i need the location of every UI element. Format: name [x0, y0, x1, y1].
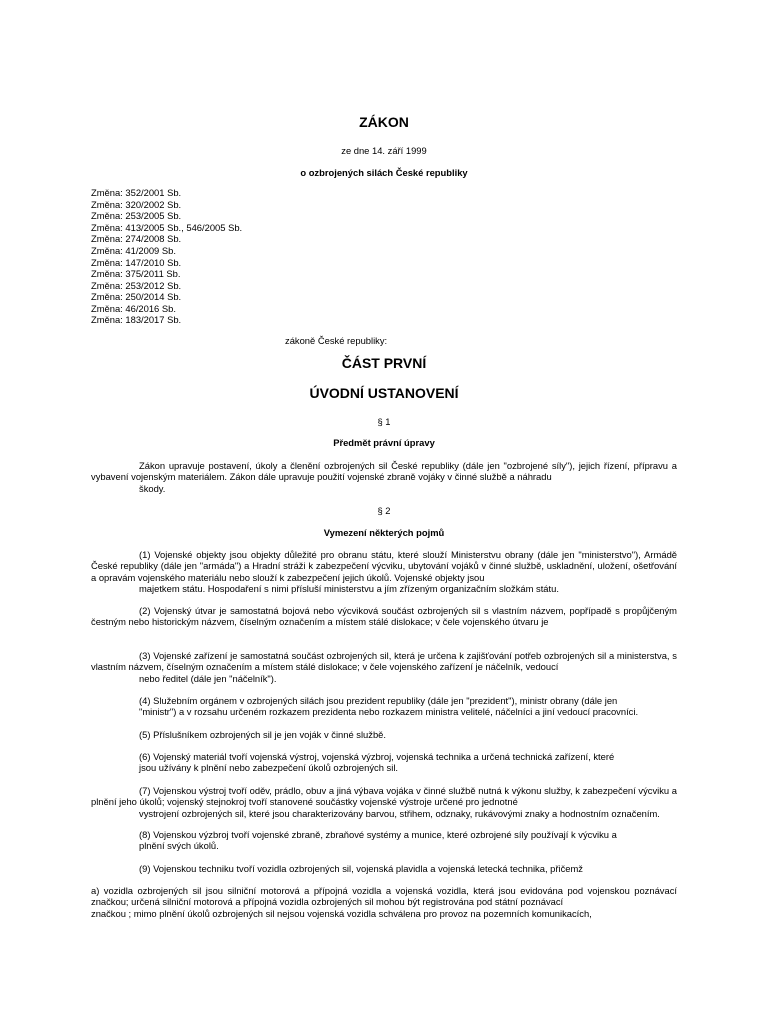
amendment-item: Změna: 352/2001 Sb. — [91, 187, 182, 198]
amendment-item: Změna: 253/2012 Sb. — [91, 280, 182, 291]
paragraph-text: a) vozidla ozbrojených sil jsou silniční motorová a přípojná vozidla a vojenská vozidla, která jsou evidována pod vojenskou poznávací značkou; určená silniční motorová a přípojná vozidla ozbrojených sil mohou být registrována pod státní poznávací — [91, 885, 677, 908]
paragraph-text: Zákon upravuje postavení, úkoly a členění ozbrojených sil České republiky (dále jen "ozbrojené síly"), jejich řízení, přípravu a vybavení vojenským materiálem. Zákon dále upravuje použití vojenské zbraně vojáky v činné službě a náhradu — [91, 460, 677, 483]
amendment-item: Změna: 183/2017 Sb. — [91, 314, 182, 325]
paragraph-text: (6) Vojenský materiál tvoří vojenská výstroj, vojenská výzbroj, vojenská technika a určená technická zařízení, které — [139, 751, 615, 762]
section-2-paragraph-5 — [91, 729, 677, 740]
section-2-paragraph-6 — [91, 751, 677, 774]
section-2-item-a — [91, 885, 677, 919]
paragraph-text: (8) Vojenskou výzbroj tvoří vojenské zbraně, zbraňové systémy a munice, které ozbrojené síly používají k výcviku a — [139, 829, 617, 840]
paragraph-text-last-line: nebo ředitel (dále jen "náčelník"). — [139, 672, 277, 684]
amendment-item: Změna: 274/2008 Sb. — [91, 233, 182, 244]
paragraph-text: (4) Služebním orgánem v ozbrojených silách jsou prezident republiky (dále jen "prezident"), ministr obrany (dále jen — [139, 695, 618, 706]
document-title: ZÁKON — [359, 114, 409, 130]
paragraph-text-last-line: vystrojení ozbrojených sil, které jsou charakterizovány barvou, střihem, odznaky, rukávovými znaky a hodnostním označením. — [139, 807, 660, 819]
section-1-text — [91, 460, 677, 494]
section-1-number: § 1 — [377, 416, 391, 427]
paragraph-text: (2) Vojenský útvar je samostatná bojová nebo výcviková součást ozbrojených sil s vlastním názvem, popřípadě s propůjčeným čestným nebo historickým názvem, číselným označením a místem stálé dislokace; v čele vojenského útvaru je — [91, 605, 677, 628]
amendment-item: Změna: 413/2005 Sb., 546/2005 Sb. — [91, 222, 243, 233]
section-2-paragraph-3 — [91, 650, 677, 684]
preamble: zákoně České republiky: — [285, 335, 388, 346]
amendment-item: Změna: 375/2011 Sb. — [91, 268, 181, 279]
section-2-paragraph-1 — [91, 549, 677, 595]
amendment-item: Změna: 41/2009 Sb. — [91, 245, 176, 256]
section-2-number: § 2 — [377, 505, 391, 516]
paragraph-text-last-line: značkou ; mimo plnění úkolů ozbrojených sil nejsou vojenská vozidla schválena pro provoz na pozemních komunikacích, — [91, 907, 592, 919]
section-2-paragraph-2 — [91, 605, 677, 628]
section-1-heading: Předmět právní úpravy — [333, 437, 435, 448]
amendment-item: Změna: 147/2010 Sb. — [91, 257, 182, 268]
document-subject: o ozbrojených silách České republiky — [300, 167, 468, 178]
amendment-item: Změna: 250/2014 Sb. — [91, 291, 182, 302]
paragraph-text-last-line: "ministr") a v rozsahu určeném rozkazem prezidenta nebo rozkazem ministra velitelé, náčelníci a jiní vedoucí pracovníci. — [139, 706, 639, 718]
paragraph-text: (3) Vojenské zařízení je samostatná součást ozbrojených sil, která je určena k zajišťování potřeb ozbrojených sil a ministerstva, s vlastním názvem, číselným označením a místem stálé dislokace; v čele vojenského zařízení je náčelník, vedoucí — [91, 650, 677, 673]
paragraph-text-last-line: škody. — [139, 482, 166, 494]
section-2-paragraph-4 — [91, 695, 677, 718]
section-2-heading: Vymezení některých pojmů — [323, 527, 445, 538]
document-date: ze dne 14. září 1999 — [341, 145, 427, 156]
amendment-item: Změna: 253/2005 Sb. — [91, 210, 182, 221]
section-2-paragraph-8 — [91, 829, 677, 852]
part-subtitle: ÚVODNÍ USTANOVENÍ — [309, 385, 459, 401]
paragraph-text-last-line: plnění svých úkolů. — [139, 840, 219, 852]
part-title: ČÁST PRVNÍ — [341, 355, 427, 371]
paragraph-text: (9) Vojenskou techniku tvoří vozidla ozbrojených sil, vojenská plavidla a vojenská letecká technika, přičemž — [139, 863, 583, 874]
paragraph-text: (7) Vojenskou výstroj tvoří oděv, prádlo, obuv a jiná výbava vojáka v činné službě nutná k výkonu služby, k zabezpečení výcviku a plnění jeho úkolů; vojenský stejnokroj tvoří stanovené součástky vojenské výstroje určené pro jednotné — [91, 785, 677, 808]
section-2-paragraph-9 — [91, 863, 677, 874]
paragraph-text: (1) Vojenské objekty jsou objekty důležité pro obranu státu, které slouží Ministerstvu obrany (dále jen "ministerstvo"), Armádě České republiky (dále jen "armáda") a Hradní stráži k zabezpečení výcviku, ubytování vojáků v činné službě, uskladnění, uložení, ošetřování a opravám vojenského materiálu nebo slouží k zabezpečení jejich úkolů. Vojenské objekty jsou — [91, 549, 677, 583]
amendment-item: Změna: 46/2016 Sb. — [91, 303, 176, 314]
paragraph-text-last-line: jsou užívány k plnění nebo zabezpečení úkolů ozbrojených sil. — [139, 762, 399, 774]
paragraph-text: (5) Příslušníkem ozbrojených sil je jen voják v činné službě. — [139, 729, 386, 740]
amendment-item: Změna: 320/2002 Sb. — [91, 199, 182, 210]
section-2-paragraph-7 — [91, 785, 677, 819]
paragraph-text-last-line: majetkem státu. Hospodaření s nimi přísluší ministerstvu a jím zřízeným organizačním složkám státu. — [139, 583, 559, 595]
